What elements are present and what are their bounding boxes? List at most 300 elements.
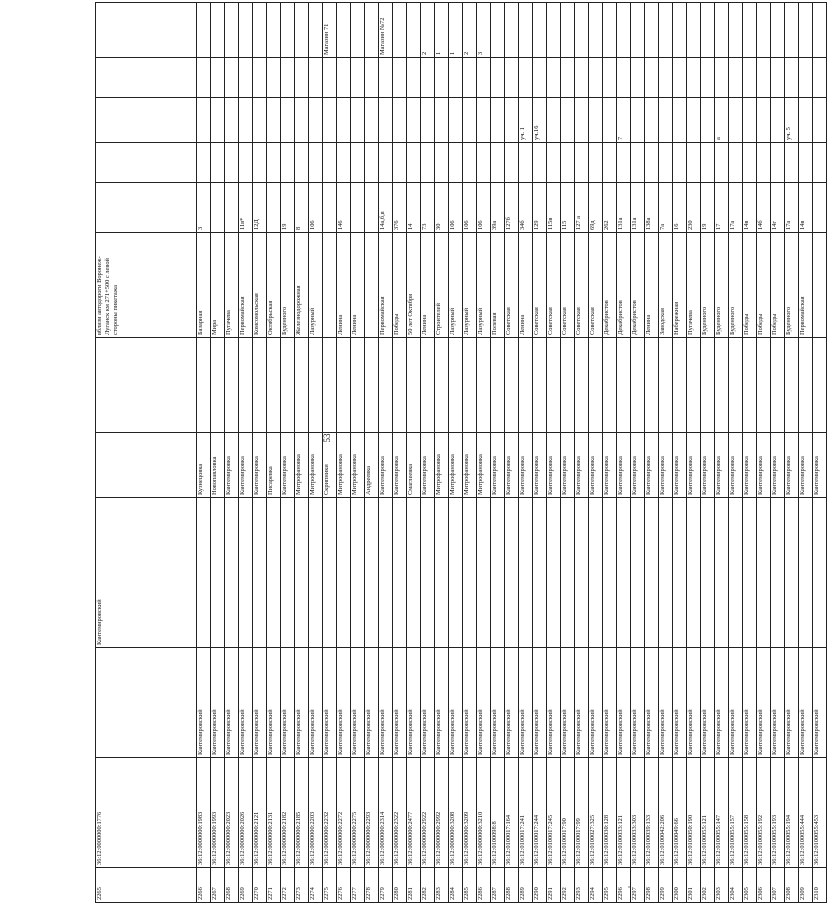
row-number: 2269 (239, 868, 253, 903)
settlement-cell: Кантемировка (785, 433, 799, 498)
cadastral-number: 36:12:0100017:244 (533, 758, 547, 868)
cadastral-number: 36:12:0100055:158 (743, 758, 757, 868)
district-header-cell (617, 498, 631, 648)
building-cell (631, 143, 645, 183)
note-cell (281, 3, 295, 58)
settlement-cell: Кантемировка (239, 433, 253, 498)
note-cell (603, 3, 617, 58)
house-number-cell: 17а (729, 183, 743, 233)
cadastral-number: 36:12:0100098:8 (491, 758, 505, 868)
house-number-cell: 14 (407, 183, 421, 233)
flat-cell (687, 58, 701, 98)
cadastral-number: 36:12:0000000:2026 (239, 758, 253, 868)
table-row (799, 3, 813, 903)
building-cell (337, 143, 351, 183)
extra-cell (407, 338, 421, 433)
flat-cell (407, 58, 421, 98)
street-cell: Победы (393, 233, 407, 338)
district-cell: Кантемировский (253, 648, 267, 758)
table-row (617, 3, 631, 903)
note-cell: 2 (463, 3, 477, 58)
plot-cell (96, 98, 197, 143)
house-number-cell: 129 (533, 183, 547, 233)
flat-cell (757, 58, 771, 98)
extra-cell (617, 338, 631, 433)
district-header-cell (491, 498, 505, 648)
district-cell: Кантемировский (295, 648, 309, 758)
row-number: 2274 (309, 868, 323, 903)
extra-cell (715, 338, 729, 433)
building-cell (477, 143, 491, 183)
plot-cell (337, 98, 351, 143)
table-row (281, 3, 295, 903)
cadastral-number: 36:12:0000000:2275 (351, 758, 365, 868)
flat-cell (505, 58, 519, 98)
row-number: 2303 (715, 868, 729, 903)
cadastral-number: 36:12:0000000:2182 (281, 758, 295, 868)
extra-cell (463, 338, 477, 433)
street-cell: Буденного (701, 233, 715, 338)
street-cell: Буденного (281, 233, 295, 338)
flat-cell (421, 58, 435, 98)
cadastral-number: 36:12:0100055:147 (715, 758, 729, 868)
note-cell (505, 3, 519, 58)
street-cell: Декабристов (603, 233, 617, 338)
plot-cell (379, 98, 393, 143)
flat-cell (253, 58, 267, 98)
row-number: 2270 (253, 868, 267, 903)
building-cell (225, 143, 239, 183)
table-row (253, 3, 267, 903)
table-row (337, 3, 351, 903)
extra-cell (239, 338, 253, 433)
row-number: 2292 (561, 868, 575, 903)
house-number-cell: 7а (659, 183, 673, 233)
plot-cell (463, 98, 477, 143)
house-number-cell: 8 (295, 183, 309, 233)
plot-cell (225, 98, 239, 143)
flat-cell (603, 58, 617, 98)
plot-cell (687, 98, 701, 143)
extra-cell (393, 338, 407, 433)
settlement-cell: Кантемировка (687, 433, 701, 498)
flat-cell (729, 58, 743, 98)
house-number-cell: 138а (645, 183, 659, 233)
street-cell: Первомайская (799, 233, 813, 338)
district-header-cell (631, 498, 645, 648)
settlement-cell: Кантемировка (519, 433, 533, 498)
table-row (729, 3, 743, 903)
note-cell (799, 3, 813, 58)
table-row (533, 3, 547, 903)
district-cell: Кантемировский (561, 648, 575, 758)
row-number: 2268 (225, 868, 239, 903)
street-cell: Советская (589, 233, 603, 338)
row-number: 2288 (505, 868, 519, 903)
district-header-cell (197, 498, 211, 648)
house-number-cell: 3 (197, 183, 211, 233)
cadastral-number: 36:12:0100049:66 (673, 758, 687, 868)
flat-cell (281, 58, 295, 98)
cadastral-number: 36:12:0100055:157 (729, 758, 743, 868)
district-cell: Кантемировский (407, 648, 421, 758)
house-number-cell: 73 (421, 183, 435, 233)
note-cell (393, 3, 407, 58)
flat-cell (645, 58, 659, 98)
flat-cell (393, 58, 407, 98)
plot-cell (547, 98, 561, 143)
house-number-cell: 262 (603, 183, 617, 233)
cadastral-number: 36:12:0100017:90 (561, 758, 575, 868)
district-header-cell (337, 498, 351, 648)
house-number-cell: 115в (547, 183, 561, 233)
row-number: 2266 (197, 868, 211, 903)
table-row (239, 3, 253, 903)
settlement-cell: Митрофановка (351, 433, 365, 498)
table-row (463, 3, 477, 903)
building-cell (421, 143, 435, 183)
cadastral-number: 36:12:0100017:241 (519, 758, 533, 868)
district-header-cell (589, 498, 603, 648)
extra-cell (785, 338, 799, 433)
district-cell: Кантемировский (239, 648, 253, 758)
cadastral-number: 36:12:0100033:303 (631, 758, 645, 868)
flat-cell (477, 58, 491, 98)
flat-cell (589, 58, 603, 98)
building-cell (575, 143, 589, 183)
settlement-cell: Кантемировка (575, 433, 589, 498)
extra-cell (701, 338, 715, 433)
settlement-cell: Митрофановка (309, 433, 323, 498)
district-cell: Кантемировский (393, 648, 407, 758)
extra-cell (771, 338, 785, 433)
district-cell: Кантемировский (351, 648, 365, 758)
district-header-cell (281, 498, 295, 648)
settlement-cell: Кантемировка (701, 433, 715, 498)
district-header-cell (575, 498, 589, 648)
house-number-cell: 17 (715, 183, 729, 233)
street-cell: Победы (757, 233, 771, 338)
district-header-cell (393, 498, 407, 648)
note-cell (645, 3, 659, 58)
row-number: 2279 (379, 868, 393, 903)
district-cell: Кантемировский (575, 648, 589, 758)
note-cell (96, 3, 197, 58)
street-cell: Декабристов (631, 233, 645, 338)
extra-cell (743, 338, 757, 433)
house-number-cell: 106 (477, 183, 491, 233)
street-cell: Комсомольская (253, 233, 267, 338)
district-header-cell (519, 498, 533, 648)
plot-cell (323, 98, 337, 143)
house-number-cell: 146 (337, 183, 351, 233)
cadastral-number: 36:12:0100055:121 (701, 758, 715, 868)
cadastral-number: 36:12:0000000:2314 (379, 758, 393, 868)
cadastral-number: 36:12:0000000:2232 (323, 758, 337, 868)
street-cell: 50 лет Октября (407, 233, 421, 338)
plot-cell (407, 98, 421, 143)
flat-cell (96, 58, 197, 98)
building-cell (197, 143, 211, 183)
row-number: 2291 (547, 868, 561, 903)
note-cell (715, 3, 729, 58)
district-header-cell (449, 498, 463, 648)
settlement-cell: Кантемировка (659, 433, 673, 498)
building-cell (673, 143, 687, 183)
plot-cell (701, 98, 715, 143)
table-row (519, 3, 533, 903)
settlement-cell (96, 433, 197, 498)
row-number: 2265 (96, 868, 197, 903)
district-cell: Кантемировский (659, 648, 673, 758)
plot-cell (253, 98, 267, 143)
district-header-cell (365, 498, 379, 648)
note-cell (533, 3, 547, 58)
settlement-cell: Митрофановка (295, 433, 309, 498)
cadastral-number: 36:12:0000000:2922 (421, 758, 435, 868)
house-number-cell (96, 183, 197, 233)
district-cell: Кантемировский (211, 648, 225, 758)
street-cell: Ленина (351, 233, 365, 338)
row-number: 2310 (813, 868, 827, 903)
flat-cell (295, 58, 309, 98)
table-row (407, 3, 421, 903)
district-cell: Кантемировский (323, 648, 337, 758)
note-cell (407, 3, 421, 58)
house-number-cell: 14в (799, 183, 813, 233)
note-cell (687, 3, 701, 58)
settlement-cell: Кантемировка (491, 433, 505, 498)
house-number-cell: 69д (589, 183, 603, 233)
house-number-cell: 39а (491, 183, 505, 233)
property-register-table (95, 2, 827, 903)
extra-cell (449, 338, 463, 433)
plot-cell (295, 98, 309, 143)
settlement-cell: Кантемировка (421, 433, 435, 498)
building-cell (645, 143, 659, 183)
table-row (659, 3, 673, 903)
settlement-cell: Кантемировка (547, 433, 561, 498)
flat-cell (575, 58, 589, 98)
house-number-cell: 14а,б,в (379, 183, 393, 233)
extra-cell (365, 338, 379, 433)
page-number: 53 (322, 433, 332, 443)
house-number-cell: 127 а (575, 183, 589, 233)
district-header-cell (533, 498, 547, 648)
row-number: 2297 (631, 868, 645, 903)
row-number: 2309 (799, 868, 813, 903)
street-cell: Декабристов (617, 233, 631, 338)
plot-cell (743, 98, 757, 143)
flat-cell (813, 58, 827, 98)
street-cell: Лазурный (463, 233, 477, 338)
table-row (785, 3, 799, 903)
street-cell: Октябрьская (267, 233, 281, 338)
building-cell (771, 143, 785, 183)
table-row (561, 3, 575, 903)
extra-cell (477, 338, 491, 433)
extra-cell (659, 338, 673, 433)
district-cell: Кантемировский (365, 648, 379, 758)
building-cell (211, 143, 225, 183)
district-header-cell (211, 498, 225, 648)
building-cell (519, 143, 533, 183)
plot-cell (239, 98, 253, 143)
building-cell (463, 143, 477, 183)
note-cell: Магазин №72 (379, 3, 393, 58)
house-number-cell: 14в (743, 183, 757, 233)
row-number: 2290 (533, 868, 547, 903)
extra-cell (295, 338, 309, 433)
row-number: 2282 (421, 868, 435, 903)
table-row (603, 3, 617, 903)
house-number-cell: 131а (617, 183, 631, 233)
plot-cell (351, 98, 365, 143)
street-cell: Буденного (785, 233, 799, 338)
building-cell (295, 143, 309, 183)
street-cell (365, 233, 379, 338)
street-cell: Лазурный (309, 233, 323, 338)
settlement-cell: Кузнецовка (197, 433, 211, 498)
district-header-cell (407, 498, 421, 648)
plot-cell (757, 98, 771, 143)
house-number-cell: 106 (463, 183, 477, 233)
note-cell (561, 3, 575, 58)
district-cell: Кантемировский (645, 648, 659, 758)
note-cell (267, 3, 281, 58)
plot-cell (211, 98, 225, 143)
district-header-cell (547, 498, 561, 648)
street-cell: Первомайская (379, 233, 393, 338)
rotated-register (95, 3, 820, 903)
table-row (309, 3, 323, 903)
settlement-cell: Кантемировка (729, 433, 743, 498)
street-cell: Базарная (197, 233, 211, 338)
house-number-cell: 115 (561, 183, 575, 233)
cadastral-number: 36:12:0000000:2121 (253, 758, 267, 868)
table-row (449, 3, 463, 903)
house-number-cell (323, 183, 337, 233)
building-cell (435, 143, 449, 183)
extra-cell (687, 338, 701, 433)
building-cell (659, 143, 673, 183)
settlement-cell: Кантемировка (253, 433, 267, 498)
extra-cell (337, 338, 351, 433)
district-header-cell (267, 498, 281, 648)
plot-cell (603, 98, 617, 143)
flat-cell (561, 58, 575, 98)
extra-cell (673, 338, 687, 433)
street-cell: Победы (743, 233, 757, 338)
plot-cell (673, 98, 687, 143)
note-cell (295, 3, 309, 58)
flat-cell (351, 58, 365, 98)
flat-cell (631, 58, 645, 98)
building-cell (617, 143, 631, 183)
flat-cell (659, 58, 673, 98)
plot-cell: уч. 1 (519, 98, 533, 143)
street-cell: Буденного (715, 233, 729, 338)
flat-cell (365, 58, 379, 98)
house-number-cell: 12Д (253, 183, 267, 233)
plot-cell (813, 98, 827, 143)
note-cell (337, 3, 351, 58)
cadastral-number: 36:12:0000000:2272 (337, 758, 351, 868)
settlement-cell: Митрофановка (449, 433, 463, 498)
house-number-cell: 376 (393, 183, 407, 233)
row-number: 2306 (757, 868, 771, 903)
row-number: 2307 (771, 868, 785, 903)
flat-cell (379, 58, 393, 98)
plot-cell (197, 98, 211, 143)
row-number: 2295 (603, 868, 617, 903)
building-cell (505, 143, 519, 183)
plot-cell (365, 98, 379, 143)
flat-cell (435, 58, 449, 98)
row-number: 2281 (407, 868, 421, 903)
street-cell (323, 233, 337, 338)
district-cell: Кантемировский (757, 648, 771, 758)
district-header-cell (785, 498, 799, 648)
row-number: 2280 (393, 868, 407, 903)
district-header-cell (659, 498, 673, 648)
district-header-cell (673, 498, 687, 648)
table-row (505, 3, 519, 903)
settlement-cell: Кантемировка (813, 433, 827, 498)
plot-cell: а (715, 98, 729, 143)
extra-cell (96, 338, 197, 433)
building-cell (547, 143, 561, 183)
table-row (687, 3, 701, 903)
settlement-cell: Кантемировка (771, 433, 785, 498)
district-cell: Кантемировский (463, 648, 477, 758)
table-row (295, 3, 309, 903)
district-header-cell (561, 498, 575, 648)
district-cell: Кантемировский (267, 648, 281, 758)
flat-cell (239, 58, 253, 98)
table-row (743, 3, 757, 903)
district-cell: Кантемировский (799, 648, 813, 758)
flat-cell (309, 58, 323, 98)
building-cell (603, 143, 617, 183)
flat-cell (449, 58, 463, 98)
building-cell (799, 143, 813, 183)
street-cell: Ленина (645, 233, 659, 338)
note-cell (785, 3, 799, 58)
row-number: 2273 (295, 868, 309, 903)
district-header-cell (715, 498, 729, 648)
building-cell (715, 143, 729, 183)
district-header-cell (309, 498, 323, 648)
district-cell: Кантемировский (225, 648, 239, 758)
building-cell (561, 143, 575, 183)
table-row (379, 3, 393, 903)
house-number-cell: 14г (771, 183, 785, 233)
building-cell (267, 143, 281, 183)
settlement-cell: Митрофановка (337, 433, 351, 498)
extra-cell (519, 338, 533, 433)
building-cell (449, 143, 463, 183)
row-number: 2296 (617, 868, 631, 903)
district-header-cell (645, 498, 659, 648)
flat-cell (463, 58, 477, 98)
table-row (715, 3, 729, 903)
table-row (96, 3, 197, 903)
district-cell: Кантемировский (617, 648, 631, 758)
district-cell: Кантемировский (477, 648, 491, 758)
row-number: 2276 (337, 868, 351, 903)
extra-cell (547, 338, 561, 433)
